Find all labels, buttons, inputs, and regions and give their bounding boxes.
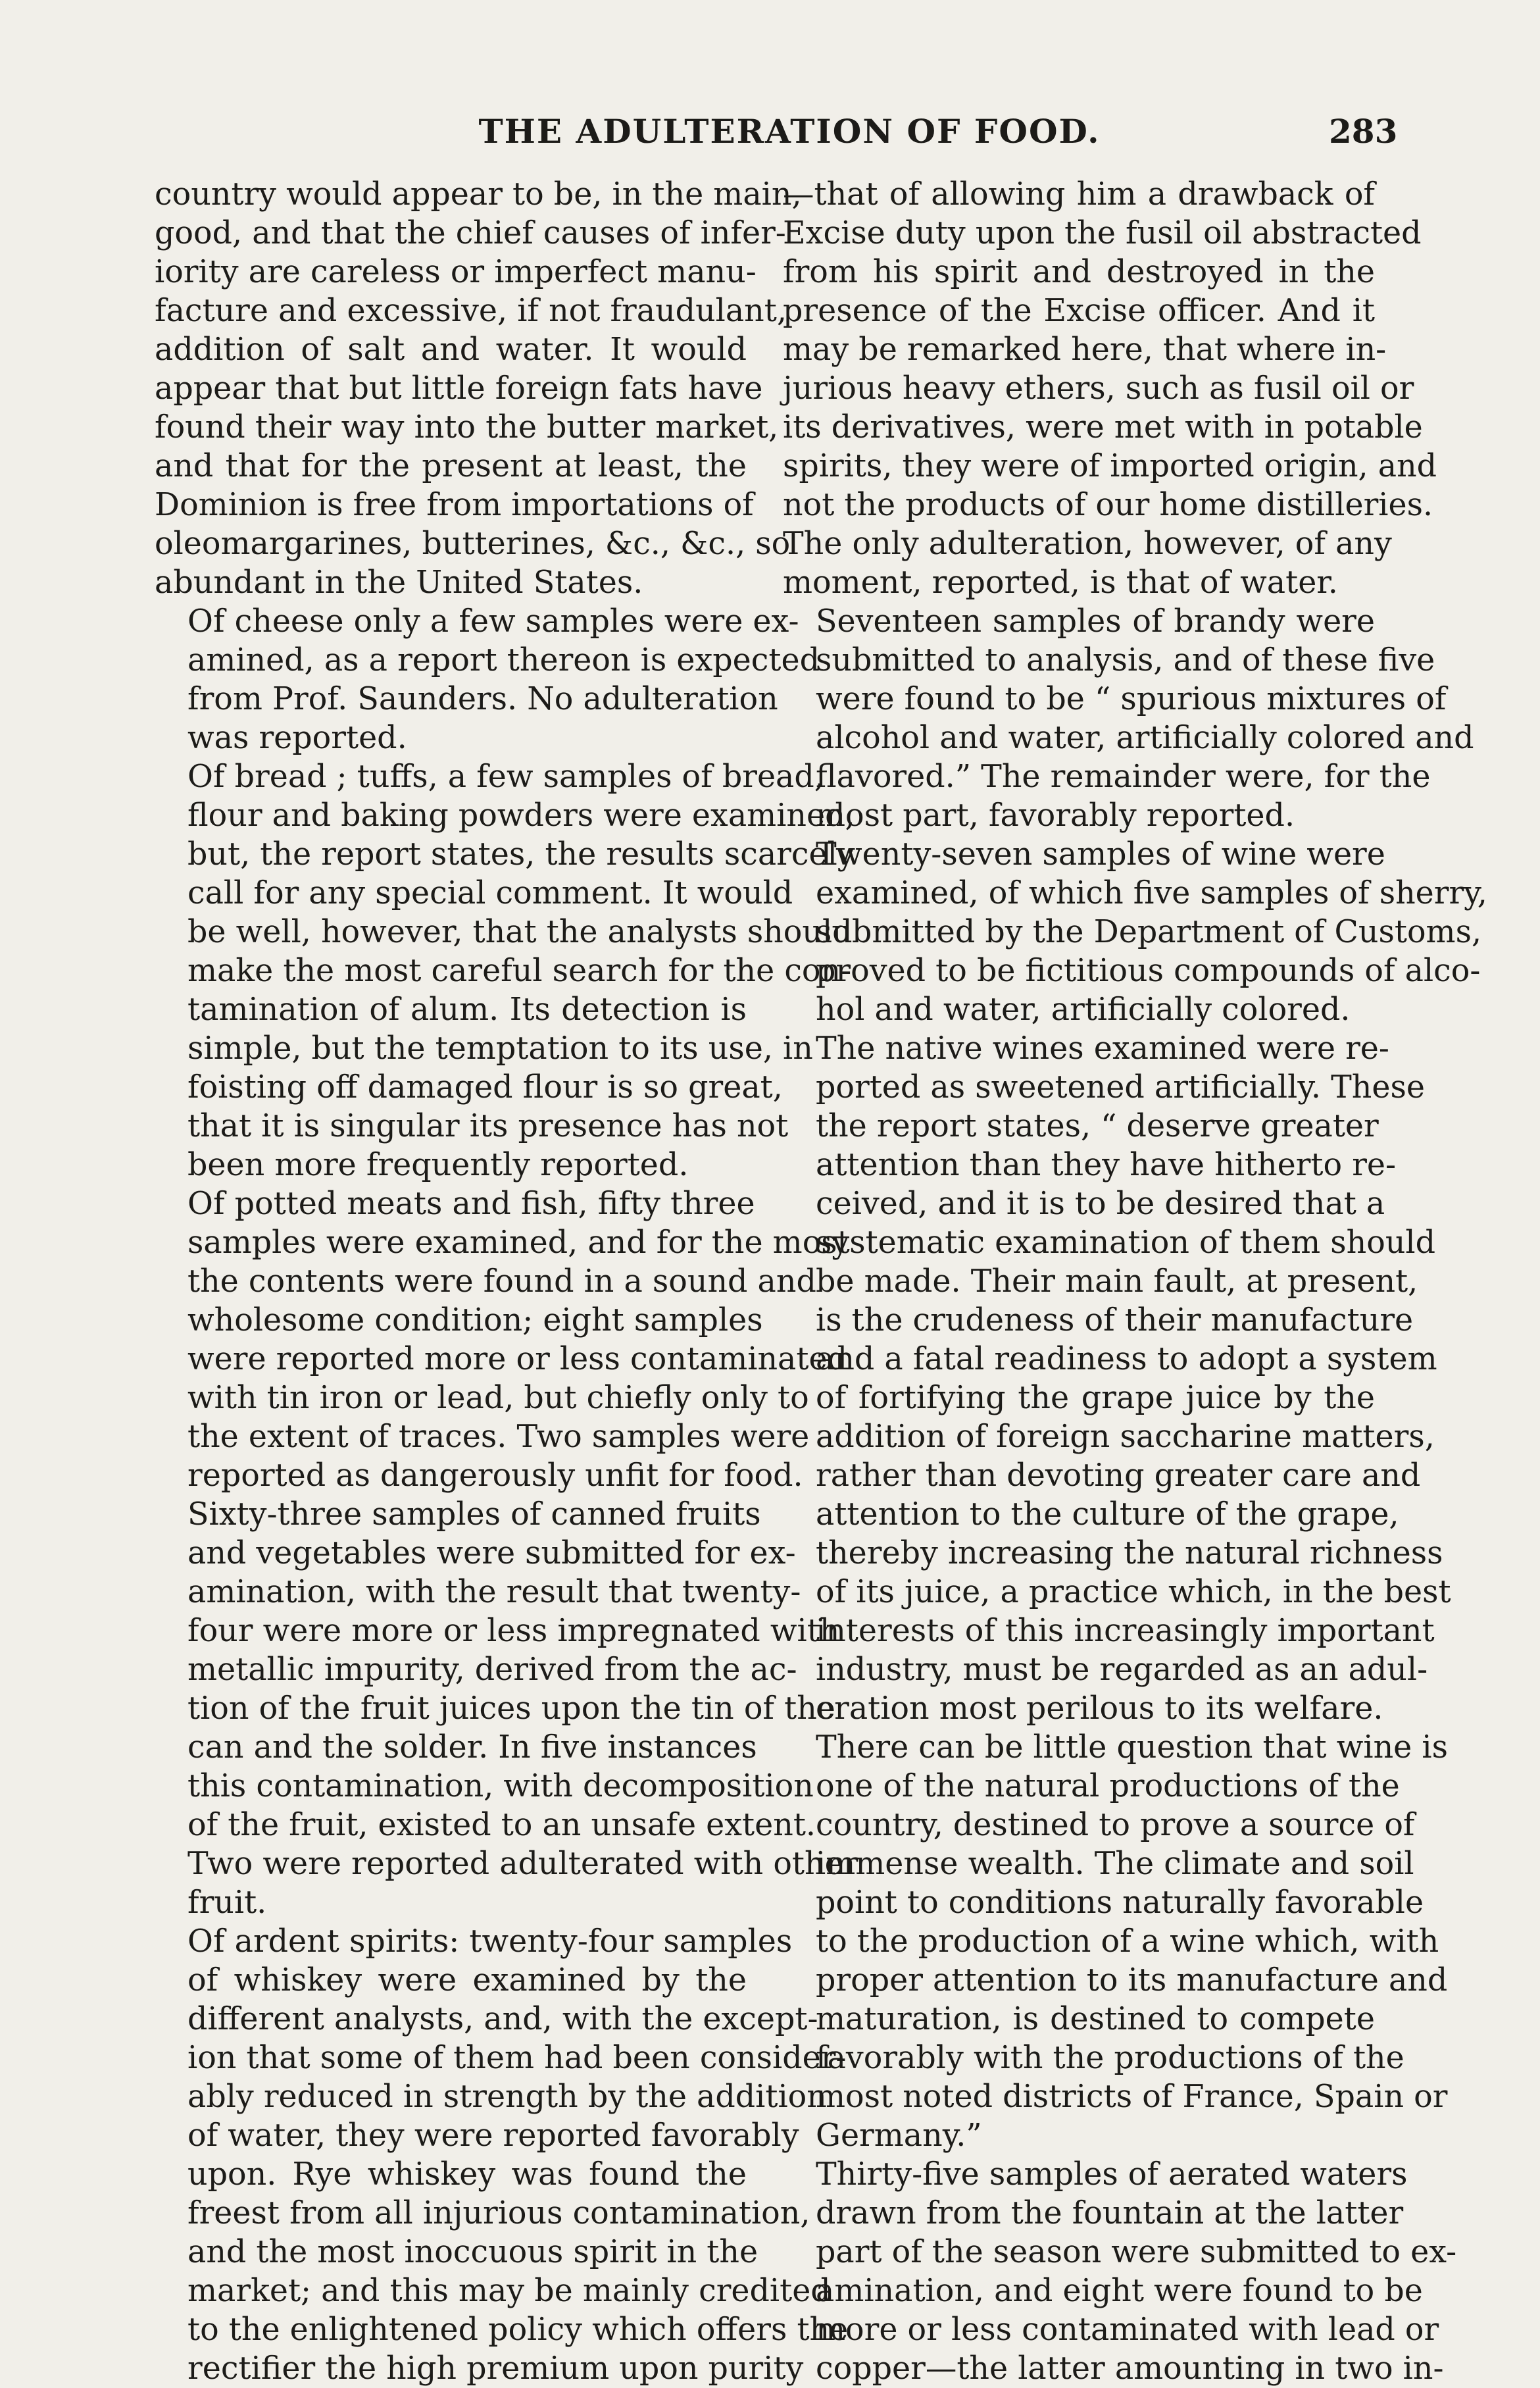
text-line: that it is singular its presence has not	[187, 1108, 789, 1144]
text-line: Two were reported adulterated with other	[187, 1846, 858, 1882]
text-line: hol and water, artificially colored.	[816, 992, 1351, 1028]
text-line: attention than they have hitherto re-	[816, 1147, 1397, 1183]
text-line: tamination of alum. Its detection is	[187, 992, 747, 1028]
text-line: maturation, is destined to compete	[816, 2001, 1375, 2037]
page-number: 283	[1329, 112, 1398, 151]
text-line: may be remarked here, that where in-	[783, 332, 1387, 368]
text-line: to the production of a wine which, with	[816, 1923, 1439, 1960]
text-line: flour and baking powders were examined,	[187, 798, 855, 834]
text-line: of fortifying the grape juice by the	[816, 1380, 1375, 1416]
text-line: found their way into the butter market,	[155, 409, 779, 445]
text-line: Sixty-three samples of canned fruits	[187, 1496, 761, 1533]
text-line: be made. Their main fault, at present,	[816, 1263, 1418, 1300]
text-line: make the most careful search for the con-	[187, 953, 852, 989]
text-line: The native wines examined were re-	[816, 1030, 1389, 1067]
text-line: foisting off damaged flour is so great,	[187, 1069, 783, 1105]
text-line: the extent of traces. Two samples were	[187, 1419, 810, 1455]
right-text-column	[783, 175, 1487, 2388]
text-line: most part, favorably reported.	[816, 798, 1295, 834]
paragraph	[783, 602, 1474, 835]
text-line: industry, must be regarded as an adul-	[816, 1652, 1428, 1688]
text-line: Excise duty upon the fusil oil abstracted	[783, 215, 1422, 251]
text-line: one of the natural productions of the	[816, 1768, 1400, 1804]
text-line: not the products of our home distilleries.	[783, 487, 1433, 523]
paragraph	[783, 2155, 1457, 2388]
text-line: submitted to analysis, and of these five	[816, 642, 1435, 678]
text-line: The only adulteration, however, of any	[783, 526, 1392, 562]
text-line: from Prof. Saunders. No adulteration	[187, 681, 778, 717]
paragraph	[155, 1184, 850, 1495]
text-line: jurious heavy ethers, such as fusil oil or	[783, 370, 1414, 407]
text-line: the report states, “ deserve greater	[816, 1108, 1379, 1144]
text-line: upon. Rye whiskey was found the	[187, 2156, 747, 2193]
text-line: were reported more or less contaminated	[187, 1341, 847, 1377]
text-line: to the enlightened policy which offers the	[187, 2312, 849, 2348]
text-line: reported as dangerously unfit for food.	[187, 1458, 803, 1494]
text-line: examined, of which five samples of sherry,	[816, 875, 1487, 911]
text-line: call for any special comment. It would	[187, 875, 793, 911]
text-line: iority are careless or imperfect manu-	[155, 254, 757, 290]
text-line: —that of allowing him a drawback of	[783, 176, 1375, 213]
text-line: samples were examined, and for the most	[187, 1225, 850, 1261]
text-line: with tin iron or lead, but chiefly only to	[187, 1380, 809, 1416]
paragraph	[155, 757, 855, 1184]
paragraph	[783, 175, 1437, 602]
text-line: part of the season were submitted to ex-	[816, 2234, 1457, 2270]
text-line: Of ardent spirits: twenty-four samples	[187, 1923, 793, 1960]
text-line: is the crudeness of their manufacture	[816, 1302, 1414, 1338]
text-line: favorably with the productions of the	[816, 2040, 1404, 2076]
text-line: abundant in the United States.	[155, 565, 643, 601]
text-line: four were more or less impregnated with	[187, 1613, 840, 1649]
text-line: ion that some of them had been consider-	[187, 2040, 847, 2076]
text-line: appear that but little foreign fats have	[155, 370, 763, 407]
text-line: this contamination, with decomposition	[187, 1768, 814, 1804]
text-line: country, destined to prove a source of	[816, 1807, 1415, 1843]
text-line: simple, but the temptation to its use, in	[187, 1030, 813, 1067]
text-line: thereby increasing the natural richness	[816, 1535, 1443, 1571]
text-line: eration most perilous to its welfare.	[816, 1690, 1383, 1727]
text-line: interests of this increasingly important	[816, 1613, 1435, 1649]
text-line: amination, and eight were found to be	[816, 2273, 1423, 2309]
text-line: can and the solder. In five instances	[187, 1729, 757, 1766]
text-line: submitted by the Department of Customs,	[816, 914, 1482, 950]
text-line: amined, as a report thereon is expected	[187, 642, 820, 678]
text-line: rectifier the high premium upon purity	[187, 2350, 804, 2387]
text-line: Dominion is free from importations of	[155, 487, 754, 523]
text-line: Thirty-five samples of aerated waters	[816, 2156, 1408, 2193]
paragraph	[783, 835, 1487, 1029]
text-line: market; and this may be mainly credited	[187, 2273, 831, 2309]
text-line: tion of the fruit juices upon the tin of the	[187, 1690, 835, 1727]
text-line: flavored.” The remainder were, for the	[816, 759, 1431, 795]
text-line: systematic examination of them should	[816, 1225, 1436, 1261]
text-line: Twenty-seven samples of wine were	[816, 836, 1385, 873]
text-line: but, the report states, the results scarcely	[187, 836, 855, 873]
text-line: Seventeen samples of brandy were	[816, 603, 1375, 640]
text-line: more or less contaminated with lead or	[816, 2312, 1439, 2348]
text-line: proved to be fictitious compounds of alco-	[816, 953, 1481, 989]
text-line: moment, reported, is that of water.	[783, 565, 1338, 601]
text-line: wholesome condition; eight samples	[187, 1302, 763, 1338]
text-line: of the fruit, existed to an unsafe extent.	[187, 1807, 816, 1843]
text-line: addition of foreign saccharine matters,	[816, 1419, 1435, 1455]
text-line: good, and that the chief causes of infer-	[155, 215, 786, 251]
text-line: been more frequently reported.	[187, 1147, 689, 1183]
paragraph	[155, 602, 820, 757]
text-line: point to conditions naturally favorable	[816, 1885, 1424, 1921]
text-line: ported as sweetened artificially. These	[816, 1069, 1425, 1105]
text-line: fruit.	[187, 1885, 267, 1921]
text-line: ceived, and it is to be desired that a	[816, 1186, 1385, 1222]
text-line: and the most inoccuous spirit in the	[187, 2234, 758, 2270]
text-line: freest from all injurious contamination,	[187, 2195, 810, 2231]
text-line: be well, however, that the analysts should	[187, 914, 853, 950]
text-line: of whiskey were examined by the	[187, 1962, 747, 1998]
text-line: attention to the culture of the grape,	[816, 1496, 1399, 1533]
text-line: oleomargarines, butterines, &c., &c., so	[155, 526, 791, 562]
paragraph	[155, 1922, 849, 2388]
running-title: THE ADULTERATION OF FOOD.	[478, 112, 1101, 151]
text-line: Of cheese only a few samples were ex-	[187, 603, 799, 640]
text-line: addition of salt and water. It would	[155, 332, 747, 368]
text-line: were found to be “ spurious mixtures of	[816, 681, 1447, 717]
text-line: metallic impurity, derived from the ac-	[187, 1652, 797, 1688]
left-text-column	[155, 175, 858, 2388]
text-line: presence of the Excise officer. And it	[783, 293, 1375, 329]
text-line: of its juice, a practice which, in the best	[816, 1574, 1451, 1610]
text-line: Of potted meats and fish, fifty three	[187, 1186, 755, 1222]
text-line: and vegetables were submitted for ex-	[187, 1535, 796, 1571]
paragraph	[783, 1029, 1451, 2155]
text-line: different analysts, and, with the except-	[187, 2001, 818, 2037]
text-line: and a fatal readiness to adopt a system	[816, 1341, 1437, 1377]
text-line: Of bread ; tuffs, a few samples of bread,	[187, 759, 824, 795]
paragraph	[155, 1495, 858, 1922]
text-line: spirits, they were of imported origin, and	[783, 448, 1437, 484]
text-line: country would appear to be, in the main,	[155, 176, 802, 213]
text-line: alcohol and water, artificially colored and	[816, 720, 1474, 756]
text-line: proper attention to its manufacture and	[816, 1962, 1448, 1998]
paragraph	[155, 175, 802, 602]
text-line: most noted districts of France, Spain or	[816, 2079, 1448, 2115]
text-line: ably reduced in strength by the addition	[187, 2079, 827, 2115]
text-line: immense wealth. The climate and soil	[816, 1846, 1414, 1882]
text-line: and that for the present at least, the	[155, 448, 747, 484]
text-line: of water, they were reported favorably	[187, 2118, 799, 2154]
text-line: copper—the latter amounting in two in-	[816, 2350, 1444, 2387]
text-line: drawn from the fountain at the latter	[816, 2195, 1404, 2231]
text-line: the contents were found in a sound and	[187, 1263, 816, 1300]
text-line: from his spirit and destroyed in the	[783, 254, 1375, 290]
text-line: There can be little question that wine is	[816, 1729, 1448, 1766]
text-line: Germany.”	[816, 2118, 982, 2154]
text-line: facture and excessive, if not fraudulant,	[155, 293, 787, 329]
text-line: its derivatives, were met with in potable	[783, 409, 1423, 445]
text-line: rather than devoting greater care and	[816, 1458, 1421, 1494]
text-line: amination, with the result that twenty-	[187, 1574, 801, 1610]
text-line: was reported.	[187, 720, 407, 756]
